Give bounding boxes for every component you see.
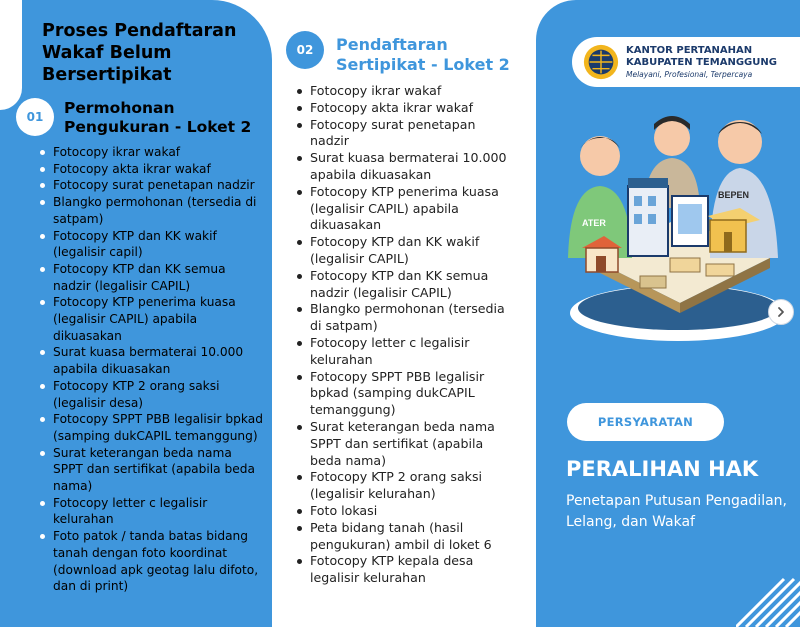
left-requirement-item: Surat kuasa bermaterai 10.000 apabila dikuasakan [40,344,265,377]
middle-requirement-item: Blangko permohonan (tersedia di satpam) [297,301,512,335]
left-requirement-item: Fotocopy SPPT PBB legalisir bpkad (samping dukCAPIL temanggung) [40,411,265,444]
peralihan-heading: PERALIHAN HAK [566,457,759,481]
middle-requirement-item: Fotocopy KTP 2 orang saksi (legalisir kelurahan) [297,469,512,503]
middle-requirement-item: Fotocopy SPPT PBB legalisir bpkad (samping dukCAPIL temanggung) [297,369,512,419]
middle-requirement-item: Fotocopy surat penetapan nadzir [297,117,512,151]
middle-requirements-list [297,83,512,587]
middle-requirement-item: Fotocopy KTP dan KK wakif (legalisir CAPIL) [297,234,512,268]
left-step-title: Permohonan Pengukuran - Loket 2 [64,99,252,136]
middle-requirement-item: Foto lokasi [297,503,512,520]
left-requirement-item: Surat keterangan beda nama SPPT dan sertifikat (apabila beda nama) [40,445,265,495]
left-requirement-item: Fotocopy KTP dan KK wakif (legalisir capil) [40,228,265,261]
left-requirement-item: Fotocopy KTP dan KK semua nadzir (legalisir CAPIL) [40,261,265,294]
middle-requirement-item: Peta bidang tanah (hasil pengukuran) ambil di loket 6 [297,520,512,554]
shirt-text-right: BEPEN [718,190,750,200]
step-badge-02: 02 [286,31,324,69]
middle-requirement-item: Fotocopy ikrar wakaf [297,83,512,100]
left-requirement-item: Fotocopy KTP 2 orang saksi (legalisir desa) [40,378,265,411]
left-requirement-item: Blangko permohonan (tersedia di satpam) [40,194,265,227]
middle-requirement-item: Fotocopy KTP dan KK semua nadzir (legalisir CAPIL) [297,268,512,302]
decorative-stripes [736,560,800,627]
left-requirement-item: Fotocopy KTP penerima kuasa (legalisir CAPIL) apabila dikuasakan [40,294,265,344]
middle-step-title: Pendaftaran Sertipikat - Loket 2 [336,35,510,74]
peralihan-subheading: Penetapan Putusan Pengadilan, Lelang, dan Wakaf [566,493,787,530]
left-requirement-item: Foto patok / tanda batas bidang tanah dengan foto koordinat (download apk geotag lalu difoto, dan di print) [40,528,265,595]
step-badge-01: 01 [16,98,54,136]
left-requirement-item: Fotocopy surat penetapan nadzir [40,177,265,194]
middle-requirement-item: Fotocopy KTP kepala desa legalisir kelurahan [297,553,512,587]
bpn-emblem-icon [582,43,620,81]
officers-city-illustration [560,108,790,348]
chevron-right-icon [775,306,787,318]
middle-requirement-item: Fotocopy KTP penerima kuasa (legalisir CAPIL) apabila dikuasakan [297,184,512,234]
logo-title-line1: KANTOR PERTANAHAN [626,45,753,56]
left-requirement-item: Fotocopy ikrar wakaf [40,144,265,161]
left-requirement-item: Fotocopy letter c legalisir kelurahan [40,495,265,528]
middle-requirement-item: Surat kuasa bermaterai 10.000 apabila dikuasakan [297,150,512,184]
shirt-text-left: ATER [582,218,606,228]
left-panel-title: Proses Pendaftaran Wakaf Belum Bersertipikat [42,21,237,85]
carousel-next-button[interactable] [768,299,794,325]
left-requirement-item: Fotocopy akta ikrar wakaf [40,161,265,178]
left-requirements-list [40,144,265,595]
logo-title-line2: KABUPATEN TEMANGGUNG [626,57,777,68]
middle-requirement-item: Fotocopy akta ikrar wakaf [297,100,512,117]
middle-requirement-item: Fotocopy letter c legalisir kelurahan [297,335,512,369]
middle-requirement-item: Surat keterangan beda nama SPPT dan sertifikat (apabila beda nama) [297,419,512,469]
persyaratan-badge: PERSYARATAN [567,403,724,441]
logo-tagline: Melayani, Profesional, Terpercaya [626,70,753,79]
office-logo [572,37,800,87]
